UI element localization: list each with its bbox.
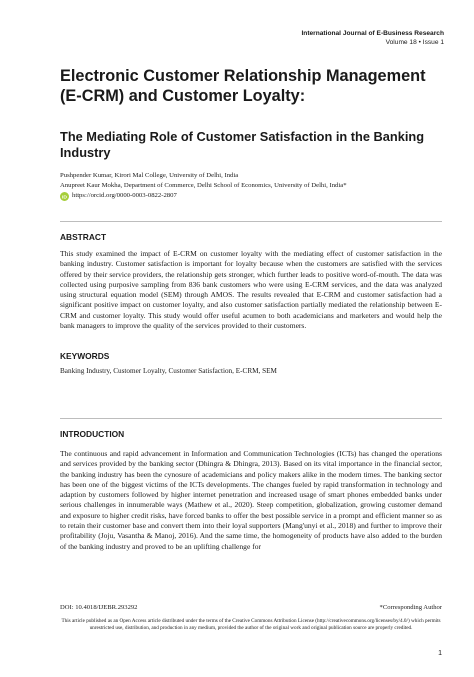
- section-divider: [60, 418, 442, 419]
- abstract-text: This study examined the impact of E-CRM on customer loyalty with the mediating effect of customer satisfaction in the banking industry. Customer satisfaction is important for loyalty because when the customers are satisfied with the services offered by their service providers, the relationship gets stronger, which further leads to positive word-of-mouth. The data was collected using purposive sampling from 836 bank customers who were using E-CRM services, and the data was analyzed using structural equation model (SEM) through AMOS. The results revealed that E-CRM and customer satisfaction had a significant positive impact on customer loyalty, and also customer satisfaction partially mediated the relationship between E-CRM and customer loyalty. This study would offer useful acumen to both academicians and marketers and would help the bank managers to improve the quality of the services provided to their customers.: [60, 249, 442, 331]
- journal-volume-issue: Volume 18 • Issue 1: [385, 38, 444, 46]
- abstract-heading: ABSTRACT: [60, 232, 107, 242]
- introduction-text: The continuous and rapid advancement in Information and Communication Technologies (ICTs) has changed the operations and services provided by the banking sector (Dhingra & Dhingra, 2013). Based on its vital importance in the financial sector, the banking industry has been the cynosure of academicians and policy makers alike in the modern times. The banking sector has been one of the biggest victims of the ICTs developments. The changes fueled by rapid transformation in technology and adaption by customers followed by higher internet penetration and increased usage of smart phones embedded banks under serious challenges in innumerable ways (Mathew et al., 2020). Steep competition, globalization, growing customer demand and exposure to higher credit risks, have forced banks to offer the best possible service in a prompt and efficient manner so as to retain their customer base and convert them into their loyal supporters (Mang'unyi et al., 2018) and further to improve their profitability (Joju, Vasantha & Manoj, 2016). And the same time, the homogeneity of products have also added to the burden of the banking industry and proved to be an uplifting challenge for: [60, 449, 442, 551]
- doi-text: DOI: 10.4018/IJEBR.293292: [60, 604, 138, 611]
- keywords-heading: KEYWORDS: [60, 351, 110, 361]
- author-1: Pushpender Kumar, Kirori Mal College, University of Delhi, India: [60, 172, 239, 179]
- orcid-icon[interactable]: [60, 192, 69, 201]
- introduction-heading: INTRODUCTION: [60, 429, 125, 439]
- orcid-link[interactable]: https://orcid.org/0000-0003-0822-2807: [72, 192, 177, 200]
- license-note: This article published as an Open Access article distributed under the terms of the Creative Commons Attribution License (http://creativecommons.org/licenses/by/4.0/) which permits unrestricted use, distribution, and production in any medium, provided the author of the original work and original publication source are properly credited.: [61, 618, 441, 631]
- author-block: [60, 171, 440, 202]
- section-divider: [60, 221, 442, 222]
- author-2: Anupreet Kaur Mokha, Department of Commerce, Delhi School of Economics, University of Delhi, India*: [60, 182, 347, 190]
- journal-header: [301, 30, 444, 47]
- corresponding-author-note: *Corresponding Author: [379, 604, 442, 611]
- page-number: 1: [438, 650, 442, 657]
- article-subtitle: The Mediating Role of Customer Satisfaction in the Banking Industry: [60, 129, 425, 160]
- svg-text:iD: iD: [62, 195, 67, 201]
- orcid-line: [60, 191, 440, 201]
- keywords-text: Banking Industry, Customer Loyalty, Customer Satisfaction, E-CRM, SEM: [60, 367, 277, 375]
- journal-name: International Journal of E-Business Research: [301, 30, 444, 37]
- article-title: Electronic Customer Relationship Management (E-CRM) and Customer Loyalty:: [60, 67, 426, 105]
